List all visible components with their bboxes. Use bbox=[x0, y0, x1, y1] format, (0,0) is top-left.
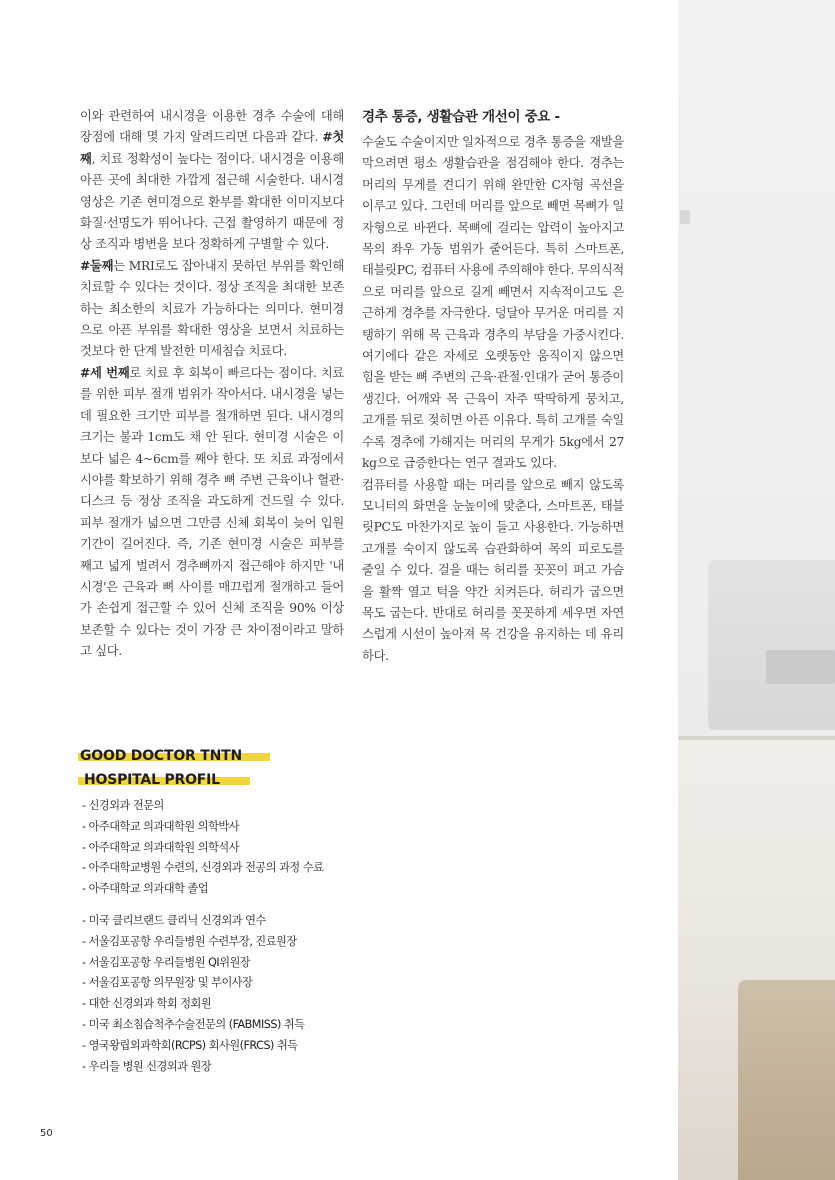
right-paragraph-2: 컴퓨터를 사용할 때는 머리를 앞으로 빼지 않도록 모니터의 화면을 눈높이에 맞춘다, 스마트폰, 태블릿PC도 마찬가지로 높이 들고 사용한다. 가능하면 고개를 숙이지 않도록 습관화하여 목의 피로도를 줄일 수 있다. 걸을 때는 허리를 꼿꼿이 펴고 가슴을 활짝 열고 턱을 약간 치켜든다. 허리가 굽으면 목도 굽는다. 반대로 허리를 꼿꼿하게 세우면 자연스럽게 시선이 높아져 목 건강을 유지하는 데 유리하다. bbox=[362, 477, 624, 663]
list-item: - 신경외과 전문의 bbox=[82, 799, 164, 812]
career-list bbox=[82, 911, 352, 1077]
keyword-second: #둘째 bbox=[80, 258, 114, 273]
profile-title: GOOD DOCTOR TNTN HOSPITAL PROFIL bbox=[80, 744, 280, 792]
list-item: - 미국 클리브랜드 클리닉 신경외과 연수 bbox=[82, 914, 266, 927]
list-item: - 서울김포공항 우리들병원 수련부장, 진료원장 bbox=[82, 934, 297, 948]
list-item: - 아주대학교 의과대학원 의학석사 bbox=[82, 840, 240, 854]
photo-wood-surface bbox=[738, 980, 835, 1180]
education-list bbox=[82, 796, 352, 900]
list-item: - 영국왕립외과학회(RCPS) 회사원(FRCS) 취득 bbox=[82, 1038, 298, 1052]
right-column bbox=[362, 106, 624, 667]
list-item: - 아주대학교 의과대학 졸업 bbox=[82, 882, 209, 896]
right-paragraph-1: 수술도 수술이지만 일차적으로 경추 통증을 재발을 막으려면 평소 생활습관을 점검해야 한다. 경추는 머리의 무게를 견디기 위해 완만한 C자형 곡선을 이루고 있다. 그런데 머리를 앞으로 빼면 목뼈가 일자형으로 바뀐다. 목뼈에 걸리는 압력이 높아지고 목의 좌우 가동 범위가 줄어든다. 특히 스마트폰, 태블릿PC, 컴퓨터 사용에 주의해야 한다. 무의식적으로 머리를 앞으로 길게 빼면서 지속적이고도 은근하게 경추를 자극한다. 덩달아 무거운 머리를 지탱하기 위해 목 근육과 경추의 부담을 가중시킨다. 여기에다 같은 자세로 오랫동안 움직이지 않으면 힘을 받는 뼈 주변의 근육·관절·인대가 굳어 통증이 생긴다. 어깨와 목 근육이 자주 딱딱하게 뭉치고, 고개를 뒤로 젖히면 아픈 이유다. 특히 고개를 숙일수록 경추에 가해지는 머리의 무게가 5kg에서 27kg으로 급증한다는 연구 결과도 있다. bbox=[362, 135, 624, 471]
keyword-third: #세 번째 bbox=[80, 365, 130, 380]
photo-equipment-label bbox=[766, 650, 835, 684]
left-column bbox=[80, 106, 344, 663]
list-item: - 대한 신경외과 학회 정회원 bbox=[82, 997, 212, 1011]
list-item: - 아주대학교 의과대학원 의학박사 bbox=[82, 819, 240, 833]
background-photo bbox=[678, 0, 835, 1180]
section-heading: 경추 통증, 생활습관 개선이 중요 - bbox=[362, 109, 560, 125]
list-item: - 아주대학교병원 수련의, 신경외과 전공의 과정 수료 bbox=[82, 861, 324, 875]
list-item: - 서울김포공항 우리들병원 QI위원장 bbox=[82, 955, 251, 969]
photo-wall-detail bbox=[680, 210, 690, 224]
page-number: 50 bbox=[40, 1128, 53, 1139]
list-item: - 미국 최소침습척추수술전문의 (FABMISS) 취득 bbox=[82, 1017, 305, 1031]
list-item: - 서울김포공항 의무원장 및 부이사장 bbox=[82, 976, 253, 990]
left-article-text: 이와 관련하여 내시경을 이용한 경추 수술에 대해 장점에 대해 몇 가지 알려드리면 다음과 같다. #첫째, 치료 정확성이 높다는 점이다. 내시경을 이용해 아픈 곳에 최대한 가깝게 접근해 시술한다. 내시경 영상은 기존 현미경으로 환부를 확대한 이미지보다 화질·선명도가 뛰어나다. 근접 촬영하기 때문에 정상 조직과 병변을 보다 정확하게 구별할 수 있다. #둘째는 MRI로도 잡아내지 못하던 부위를 확인해 치료할 수 있다는 것이다. 정상 조직을 최대한 보존하는 최소한의 치료가 가능하다는 의미다. 현미경으로 아픈 부위를 확대한 영상을 보면서 치료하는 것보다 한 단계 발전한 미세침습 치료다. #세 번째로 치료 후 회복이 빠르다는 점이다. 치료를 위한 피부 절개 범위가 작아서다. 내시경을 넣는데 필요한 크기만 피부를 절개하면 된다. 내시경의 크기는 불과 1cm도 채 안 된다. 현미경 시술은 이보다 넓은 4~6cm를 째야 한다. 또 치료 과정에서 시야를 확보하기 위해 경추 뼈 주변 근육이나 혈관·디스크 등 정상 조직을 과도하게 건드릴 수 있다. 피부 절개가 넓으면 그만큼 신체 회복이 늦어 입원 기간이 길어진다. 즉, 기존 현미경 시술은 피부를 째고 넓게 벌려서 경추뼈까지 접근해야 하지만 '내시경'은 근육과 뼈 사이를 매끄럽게 절개하고 들어가 손쉽게 접근할 수 있어 신체 조직을 90% 이상 보존할 수 있다는 것이 가장 큰 차이점이라고 말하고 싶다. bbox=[80, 109, 344, 659]
list-item: - 우리들 병원 신경외과 원장 bbox=[82, 1059, 212, 1073]
keyword-first: #첫째 bbox=[80, 130, 344, 166]
photo-equipment-panel bbox=[708, 560, 835, 730]
